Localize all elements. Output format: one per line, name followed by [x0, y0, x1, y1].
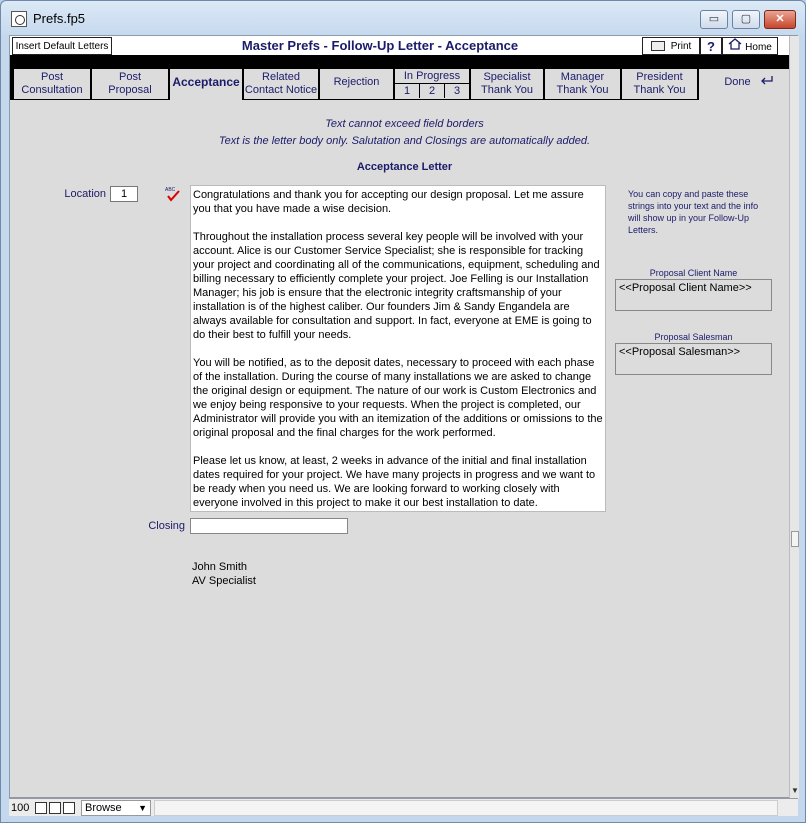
side-instructions: You can copy and paste these strings into your text and the info will show up in your Follow-Up Letters.: [628, 189, 759, 235]
scroll-thumb[interactable]: [791, 531, 799, 547]
print-button[interactable]: [642, 37, 700, 55]
status-area-toggle-icon[interactable]: [63, 802, 75, 814]
home-button[interactable]: [722, 37, 778, 55]
chevron-down-icon: ▼: [138, 803, 147, 813]
tab-post-consultation[interactable]: Post Consultation: [14, 69, 91, 99]
insert-default-letters-button[interactable]: Insert Default Letters: [12, 37, 112, 55]
tab-in-progress-2[interactable]: 2: [420, 84, 445, 98]
proposal-client-name-label: Proposal Client Name: [649, 268, 738, 278]
help-button[interactable]: ?: [700, 37, 722, 55]
tab-in-progress-3[interactable]: 3: [453, 85, 461, 97]
note-field-borders: Text cannot exceed field borders: [325, 118, 484, 130]
tab-manager-thank-you[interactable]: Manager Thank You: [545, 69, 621, 99]
closing-label: Closing: [148, 520, 185, 532]
location-field[interactable]: 1: [110, 186, 138, 202]
tab-bar: [10, 56, 799, 100]
signature-title: AV Specialist: [192, 575, 256, 587]
minimize-button[interactable]: ▭: [700, 10, 728, 29]
done-label: Done: [724, 76, 751, 88]
zoom-out-icon[interactable]: [35, 802, 47, 814]
status-bar: [9, 798, 798, 816]
header-bar: [10, 36, 799, 56]
vertical-scrollbar[interactable]: [789, 36, 799, 799]
section-title: Acceptance Letter: [356, 161, 453, 173]
proposal-salesman-field[interactable]: <<Proposal Salesman>>: [615, 343, 772, 375]
svg-text:ABC: ABC: [165, 187, 176, 193]
tab-specialist-thank-you[interactable]: Specialist Thank You: [471, 69, 544, 99]
tab-in-progress-label: In Progress: [403, 70, 461, 82]
tab-related-contact-notice[interactable]: Related Contact Notice: [244, 69, 319, 99]
letter-body-field[interactable]: Congratulations and thank you for accepting our design proposal. Let me assure you that you have made a wise decision. Throughout the installation process several key people will be involved with your account. Alice is our Customer Service Specialist; she is responsible for tracking your project and coordinating all of the communications, equipment, scheduling and billing necessary to efficiently complete your project. Joe Felling is our Installation Manager; his job is ensure that the electronic integrity craftsmanship of your installation is of the highest caliber. Our founders Jim & Sandy Engandela are always available for consultation and support. In fact, everyone at EME is going to do their best to fulfill your needs. You will be notified, as to the deposit dates, necessary to proceed with each phase of the installation. During the course of many installations we are asked to change the original design or equipment. The nature of our work is Custom Electronics and we enjoy being responsive to your requests. When the project is completed, our Administrator will provide you with an itemization of the additions or omissions to the original proposal and the final charges for the work performed. Please let us know, at least, 2 weeks in advance of the initial and final installation dates required for your project. We have many projects in progress and we want to be ready when you need us. We are looking forward to working closely with everyone involved in this project to make it our best installation to date.: [190, 185, 606, 512]
zoom-in-icon[interactable]: [49, 802, 61, 814]
print-label: Print: [670, 41, 692, 52]
signature-block: [192, 560, 256, 588]
home-label: Home: [745, 42, 772, 54]
zoom-level[interactable]: 100: [11, 802, 30, 814]
proposal-client-name-field[interactable]: <<Proposal Client Name>>: [615, 279, 772, 311]
close-button[interactable]: ✕: [764, 10, 796, 29]
note-letter-body: Text is the letter body only. Salutation and Closings are automatically added.: [218, 135, 591, 147]
tab-president-thank-you[interactable]: President Thank You: [622, 69, 698, 99]
location-label: Location: [64, 188, 106, 200]
mode-value: Browse: [85, 802, 122, 814]
closing-field[interactable]: [190, 518, 348, 534]
proposal-salesman-label: Proposal Salesman: [654, 332, 733, 342]
document-icon: [11, 11, 27, 27]
maximize-button[interactable]: ▢: [732, 10, 760, 29]
page-title: Master Prefs - Follow-Up Letter - Acceptance: [241, 38, 519, 53]
tab-rejection[interactable]: Rejection: [320, 69, 394, 99]
title-bar: [1, 1, 805, 35]
tab-post-proposal[interactable]: Post Proposal: [92, 69, 169, 99]
tab-acceptance[interactable]: Acceptance: [170, 69, 243, 100]
layout-area: [9, 35, 798, 798]
home-icon: [728, 38, 742, 57]
printer-icon: [651, 41, 665, 51]
window-title: Prefs.fp5: [33, 11, 86, 26]
done-button[interactable]: [699, 69, 799, 100]
signature-name: John Smith: [192, 561, 248, 573]
spellcheck-icon[interactable]: [165, 186, 181, 202]
horizontal-scrollbar[interactable]: [154, 800, 778, 816]
return-arrow-icon: [760, 69, 774, 95]
scroll-down-arrow-icon[interactable]: ▼: [791, 786, 799, 795]
tab-in-progress-1[interactable]: 1: [395, 84, 420, 98]
mode-select[interactable]: [81, 800, 151, 816]
tab-in-progress: [395, 69, 470, 99]
